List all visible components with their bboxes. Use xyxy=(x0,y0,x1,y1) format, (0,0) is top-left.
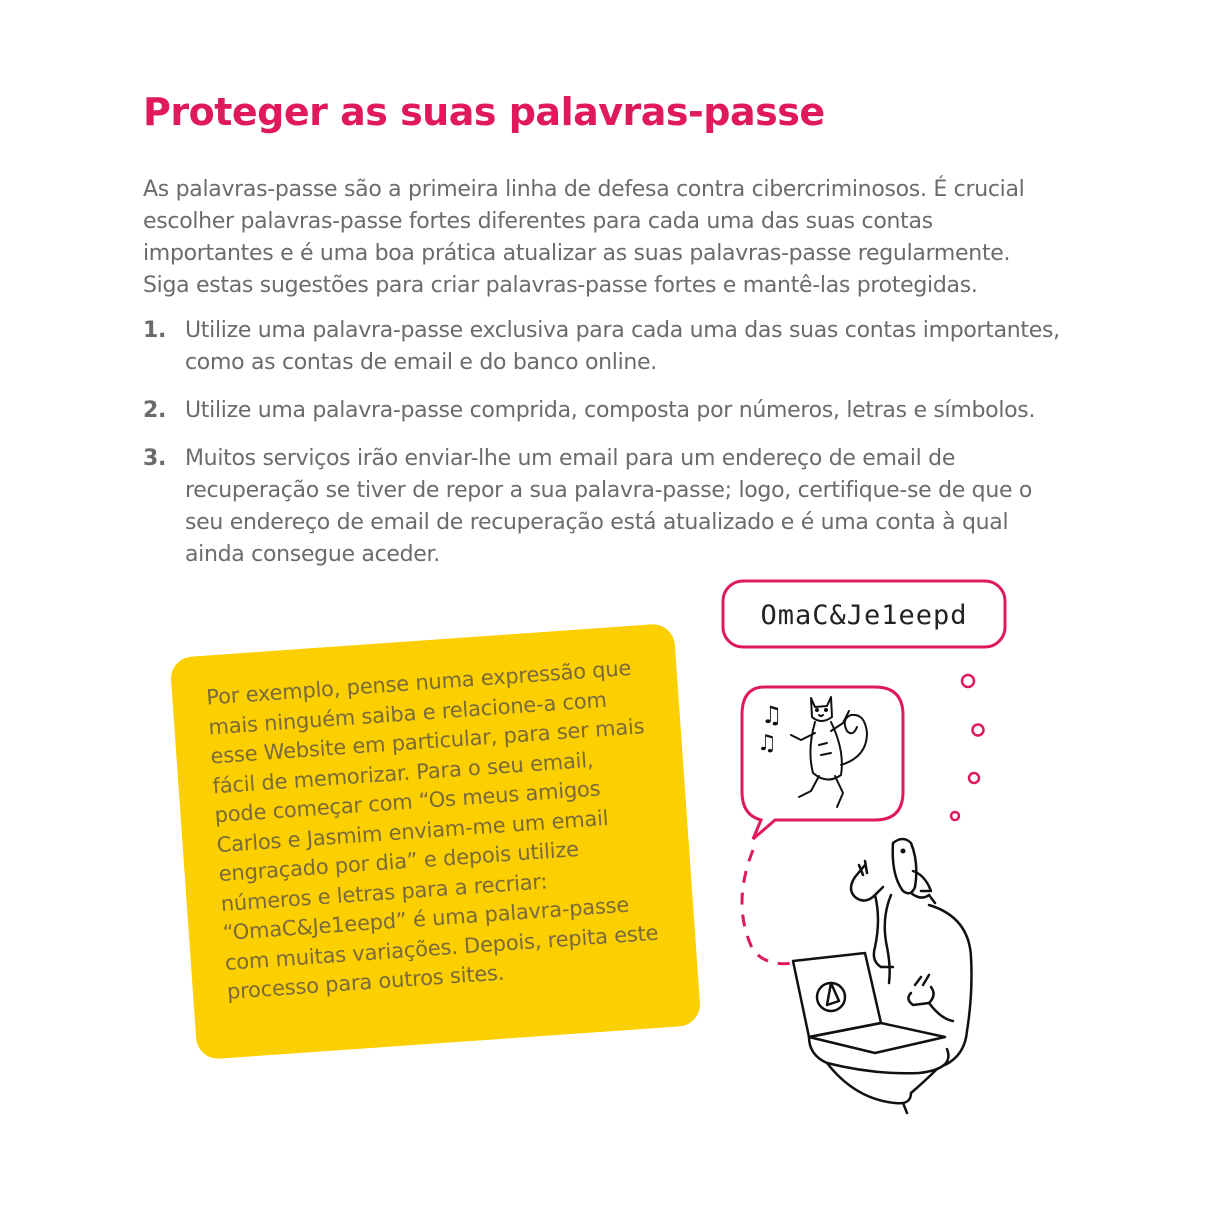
example-text: Por exemplo, pense numa expressão que mais ninguém saiba e relacione-a com esse Website em particular, para ser mais fácil de memorizar. Para o seu email, pode começar com “Os meus amigos Carlos e Jasmim enviam-me um email engraçado por dia” e depois utilize números e letras para a recriar: “OmaC&Je1eepd” é uma palavra-passe com muitas variações. Depois, repita este processo para outros sites. xyxy=(205,655,660,1004)
page-title: Proteger as suas palavras-passe xyxy=(143,90,825,134)
thought-bubble-dots xyxy=(951,675,984,820)
music-note-icon: ♫ xyxy=(761,701,783,729)
example-card xyxy=(170,623,702,1060)
password-bubble xyxy=(723,581,1005,647)
tip-item xyxy=(143,443,1073,571)
tip-text: Utilize uma palavra-passe comprida, composta por números, letras e símbolos. xyxy=(185,398,1036,423)
tip-item xyxy=(143,395,1073,427)
person-with-laptop-icon xyxy=(793,839,972,1113)
thinking-person-illustration xyxy=(715,575,1015,1115)
music-note-icon: ♫ xyxy=(757,731,777,756)
password-text: OmaC&Je1eepd xyxy=(760,600,968,631)
tips-list xyxy=(143,315,1073,587)
intro-paragraph: As palavras-passe são a primeira linha de defesa contra cibercriminosos. É crucial escolher palavras-passe fortes diferentes para cada uma das suas contas importantes e é uma boa prática atualizar as suas palavras-passe regularmente. Siga estas sugestões para criar palavras-passe fortes e mantê-las protegidas. xyxy=(143,177,1025,298)
tip-number: 2. xyxy=(143,398,167,423)
tip-number: 1. xyxy=(143,318,167,343)
tip-number: 3. xyxy=(143,446,167,471)
tip-text: Muitos serviços irão enviar-lhe um email para um endereço de email de recuperação se tiver de repor a sua palavra-passe; logo, certifique-se de que o seu endereço de email de recuperação está atualizado e é uma conta à qual ainda consegue aceder. xyxy=(185,446,1033,567)
tip-text: Utilize uma palavra-passe exclusiva para cada uma das suas contas importantes, como as contas de email e do banco online. xyxy=(185,318,1060,375)
tip-item xyxy=(143,315,1073,379)
